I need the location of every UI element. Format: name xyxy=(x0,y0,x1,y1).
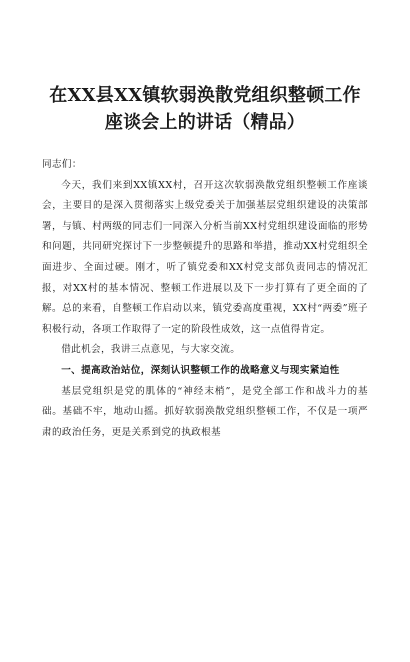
paragraph-section-one: 基层党组织是党的肌体的“神经末梢”，是党全部工作和战斗力的基础。基础不牢，地动山摇。抓好软弱涣散党组织整顿工作，不仅是一项严肃的政治任务，更是关系到党的执政根基 xyxy=(42,385,368,438)
paragraph-intro: 今天，我们来到XX镇XX村，召开这次软弱涣散党组织整顿工作座谈会，主要目的是深入贯彻落实上级党委关于加强基层党组织建设的决策部署，与镇、村两级的同志们一同深入分析当前XX村党组织建设面临的形势和问题，共同研究探讨下一步整顿提升的思路和举措，推动XX村党组织全面进步、全面过硬。刚才，听了镇党委和XX村党支部负责同志的情况汇报，对XX村的基本情况、整顿工作进展以及下一步打算有了更全面的了解。总的来看，自整顿工作启动以来，镇党委高度重视，XX村“两委”班子积极行动，各项工作取得了一定的阶段性成效，这一点值得肯定。 xyxy=(42,179,368,335)
document-title: 在XX县XX镇软弱涣散党组织整顿工作座谈会上的讲话（精品） xyxy=(49,85,361,133)
section-heading: 一、提高政治站位，深刻认识整顿工作的战略意义与现实紧迫性 xyxy=(61,364,340,376)
document-page xyxy=(0,82,410,662)
salutation: 同志们： xyxy=(42,159,82,170)
document-body xyxy=(42,155,368,443)
paragraph-opinions: 借此机会，我讲三点意见，与大家交流。 xyxy=(61,344,241,356)
